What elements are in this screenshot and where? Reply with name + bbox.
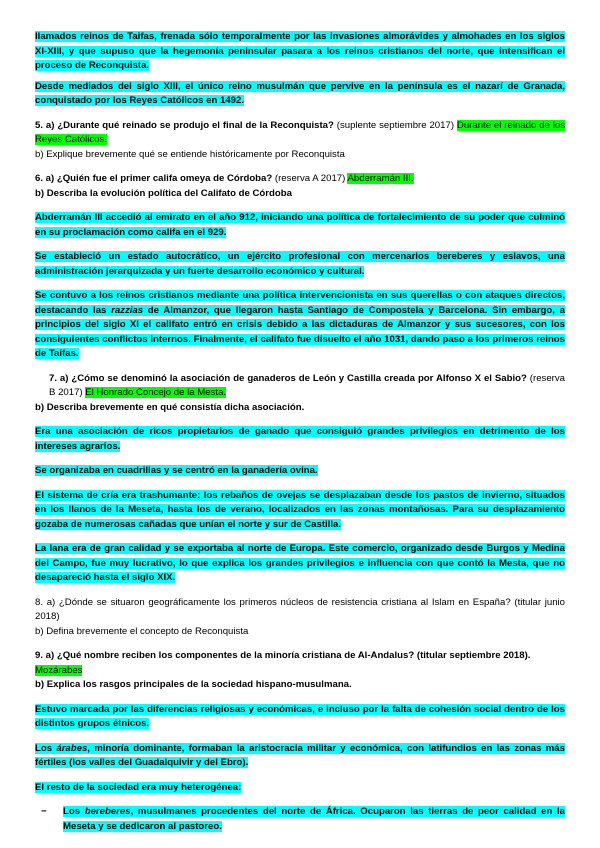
bullet-dash: − (41, 806, 47, 817)
question-9b: b) Explica los rasgos principales de la sociedad hispano-musulmana. (35, 679, 352, 690)
document-body (35, 30, 565, 834)
paragraph-abderraman: Abderramán III accedió al emirato en el año 912, iniciando una política de fortalecimiento de su poder que culminó en su proclamación como califa en el 929. (35, 212, 565, 238)
question-7a: 7. a) ¿Cómo se denominó la asociación de ganaderos de León y Castilla creada por Alfonso X el Sabio? (reserva B 2017) El Honrado Concejo de la Mesta. (49, 372, 565, 398)
question-8b: b) Defina brevemente el concepto de Reconquista (35, 625, 249, 637)
question-5b: b) Explique brevemente qué se entiende históricamente por Reconquista (35, 148, 345, 160)
question-7b: b) Describa brevemente en qué consistía dicha asociación. (35, 401, 305, 413)
paragraph-lana: La lana era de gran calidad y se exportaba al norte de Europa. Este comercio, organizado desde Burgos y Medina del Campo, fue muy lucrativo, lo que explica los grandes privilegios e influencia con que contó la Mesta, que no desapareció hasta el siglo XIX. (35, 543, 565, 583)
answer-5a: Durante el reinado de los Reyes Católicos. (35, 119, 566, 145)
question-6a: 6. a) ¿Quién fue el primer califa omeya de Córdoba? (reserva A 2017) Abderramán III. (35, 173, 414, 184)
question-5a: 5. a) ¿Durante qué reinado se produjo el final de la Reconquista? (suplente septiembre 2017) Durante el reinado de los Reyes Católicos. (35, 119, 566, 145)
paragraph-heterogenea: El resto de la sociedad era muy heterogénea: (35, 781, 242, 793)
answer-9a: Mozárabes (35, 664, 83, 676)
paragraph-mesta-def: Era una asociación de ricos propietarios de ganado que consiguió grandes privilegios en detrimento de los intereses agrarios. (35, 426, 565, 452)
question-9a: 9. a) ¿Qué nombre reciben los componentes de la minoría cristiana de Al-Andalus? (titular septiembre 2018). Mozárabes (35, 650, 531, 676)
paragraph-taifas: llamados reinos de Taifas, frenada sólo temporalmente por las invasiones almorávides y almohades en los siglos XI-XIII, y que supuso que la hegemonía peninsular pasara a los reinos cristianos del norte, que intensifican el proceso de Reconquista. (35, 31, 565, 71)
paragraph-sociedad: Estuvo marcada por las diferencias religiosas y económicas, e incluso por la falta de cohesión social dentro de los distintos grupos étnicos. (35, 703, 565, 729)
question-6b: b) Describa la evolución política del Califato de Córdoba (35, 187, 292, 199)
list-item-bereberes: − Los bereberes, musulmanes procedentes del norte de África. Ocuparon las tierras de peor calidad en la Meseta y se dedicaron al pastoreo. (41, 806, 565, 832)
paragraph-trashumante: El sistema de cría era trashumante: los rebaños de ovejas se desplazaban desde los pastos de invierno, situados en los llanos de la Meseta, hasta los de verano, localizados en las zonas montañosas. Para su desplazamiento gozaba de numerosas cañadas que unían el norte y sur de Castilla. (35, 489, 565, 530)
paragraph-almanzor: Se contuvo a los reinos cristianos mediante una política intervencionista en sus querellas o con ataques directos, destacando las razzias de Almanzor, que llegaron hasta Santiago de Compostela y Barcelona. Sin embargo, a principios del siglo XI el califato entró en crisis debido a las dictaduras de Almanzor y sus sucesores, con los consiguientes conflictos internos. Finalmente, el califato fue disuelto el año 1031, dando paso a los primeros reinos de Taifas. (35, 290, 566, 359)
paragraph-cuadrillas: Se organizaba en cuadrillas y se centró en la ganadería ovina. (35, 465, 318, 476)
paragraph-granada: Desde mediados del siglo XIII, el único reino musulmán que pervive en la península es el nazarí de Granada, conquistado por los Reyes Católicos en 1492. (35, 80, 565, 106)
paragraph-arabes: Los árabes, minoría dominante, formaban la aristocracia militar y económica, con latifundios en las zonas más fértiles (los valles del Guadalquivir y del Ebro). (35, 742, 565, 768)
answer-7a: El Honrado Concejo de la Mesta. (85, 387, 227, 398)
paragraph-estado: Se estableció un estado autocrático, un ejército profesional con mercenarios bereberes y eslavos, una administración jerarquizada y un fuerte desarrollo económico y cultural. (35, 251, 565, 277)
question-8a: 8. a) ¿Dónde se situaron geográficamente los primeros núcleos de resistencia cristiana al Islam en España? (titular junio 2018) (35, 596, 565, 622)
answer-6a: Abderramán III. (347, 173, 414, 184)
